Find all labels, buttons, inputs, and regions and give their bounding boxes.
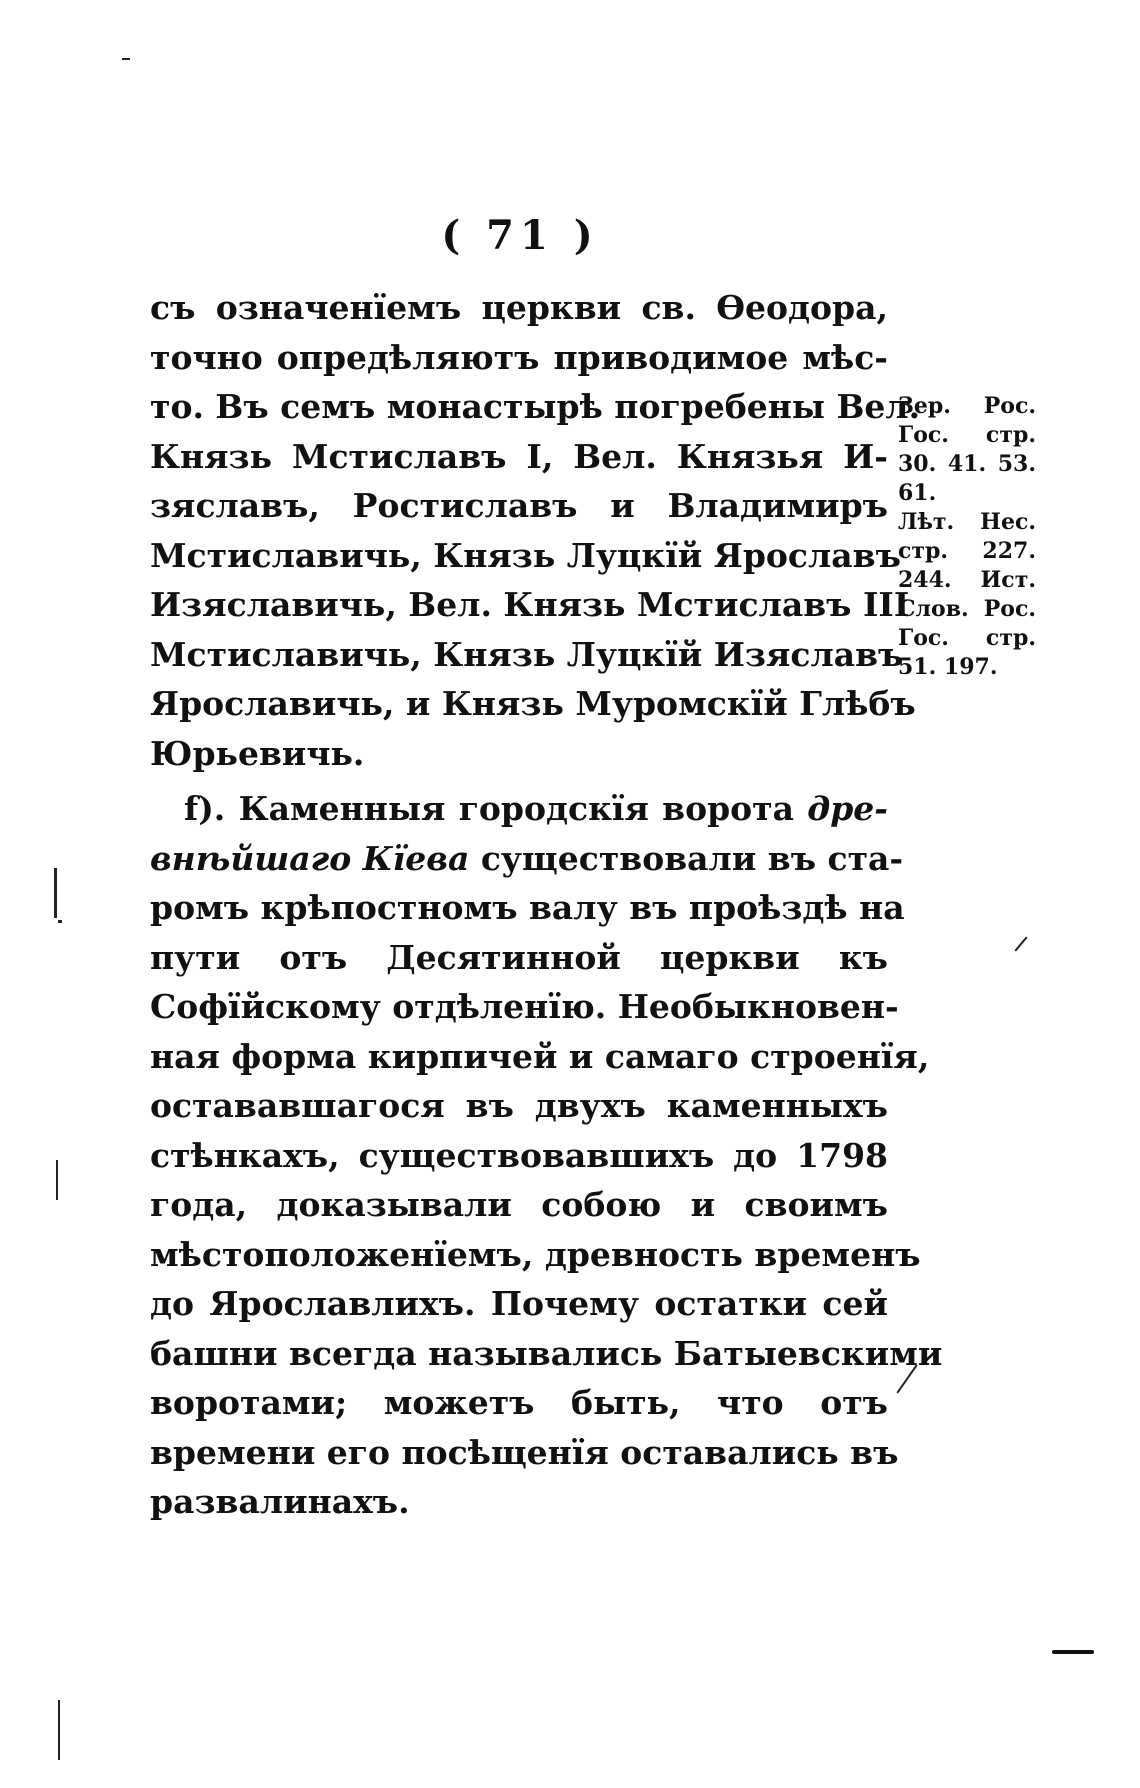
margin-note-line: стр. 227. xyxy=(898,538,1036,564)
scan-speck xyxy=(58,920,62,923)
text-line xyxy=(150,834,904,884)
scan-speck xyxy=(58,1700,60,1760)
scan-speck xyxy=(56,1160,58,1200)
text-line: точно опредѣляютъ приводимое мѣс- xyxy=(150,337,888,377)
text-line xyxy=(150,784,888,834)
text-line: времени его посѣщенїя оставались въ xyxy=(150,1432,899,1472)
margin-note-line: 61. xyxy=(898,480,937,506)
text-run: существовали въ ста- xyxy=(469,838,904,878)
text-line: Юрьевичь. xyxy=(150,733,365,773)
text-line: зяславъ, Ростиславъ и Владимиръ xyxy=(150,486,888,525)
margin-note-line: 51. 197. xyxy=(898,654,998,680)
text-line: съ означенїемъ церкви св. Ѳеодора, xyxy=(150,288,888,327)
ornament-dash xyxy=(1052,1650,1094,1654)
text-line: Мстиславичь, Князь Луцкїй Изяславъ xyxy=(150,634,904,674)
text-line: развалинахъ. xyxy=(150,1482,410,1521)
text-line: года, доказывали собою и своимъ xyxy=(150,1185,888,1224)
italic-text-run: внѣйшаго Кїева xyxy=(150,838,470,878)
text-line: до Ярославлихъ. Почему остатки сей xyxy=(150,1284,888,1323)
text-line: пути отъ Десятинной церкви къ xyxy=(150,937,888,977)
margin-note-line: Гос. стр. xyxy=(898,422,1036,448)
margin-note-line: 30. 41. 53. xyxy=(898,451,1036,477)
text-line: воротами; можетъ быть, что отъ xyxy=(150,1383,888,1422)
margin-note-line: Гос. стр. xyxy=(898,625,1036,651)
text-line: ная форма кирпичей и самаго строенїя, xyxy=(150,1036,930,1076)
text-line: башни всегда назывались Батыевскими xyxy=(150,1333,943,1373)
text-line: Софїйскому отдѣленїю. Необыкновен- xyxy=(150,987,899,1026)
page-number: ( 71 ) xyxy=(441,212,599,259)
italic-text-run: дре- xyxy=(807,789,888,828)
text-line: то. Въ семъ монастырѣ погребены Вел. xyxy=(150,387,921,426)
margin-note-line: Слов. Рос. xyxy=(898,596,1036,622)
margin-note-line: 244. Ист. xyxy=(898,567,1036,593)
text-run: f). Каменныя городскїя ворота xyxy=(184,789,808,828)
text-line: остававшагося въ двухъ каменныхъ xyxy=(150,1086,888,1125)
scan-speck xyxy=(54,868,57,918)
margin-note-line: Зер. Рос. xyxy=(898,393,1036,419)
margin-note-line: Лѣт. Нес. xyxy=(898,509,1036,535)
text-line: Князь Мстиславъ I, Вел. Князья И- xyxy=(150,436,888,476)
text-line: Изяславичь, Вел. Князь Мстиславъ III xyxy=(150,585,910,624)
text-line: ромъ крѣпостномъ валу въ проѣздѣ на xyxy=(150,888,905,927)
scan-speck xyxy=(1014,936,1027,951)
text-line: мѣстоположенїемъ, древность временъ xyxy=(150,1234,921,1274)
margin-note xyxy=(898,392,1036,682)
scan-speck xyxy=(122,58,130,60)
text-line: Мстиславичь, Князь Луцкїй Ярославъ xyxy=(150,535,901,575)
text-line: стѣнкахъ, существовавшихъ до 1798 xyxy=(150,1135,888,1175)
text-line: Ярославичь, и Князь Муромскїй Глѣбъ xyxy=(150,684,916,723)
